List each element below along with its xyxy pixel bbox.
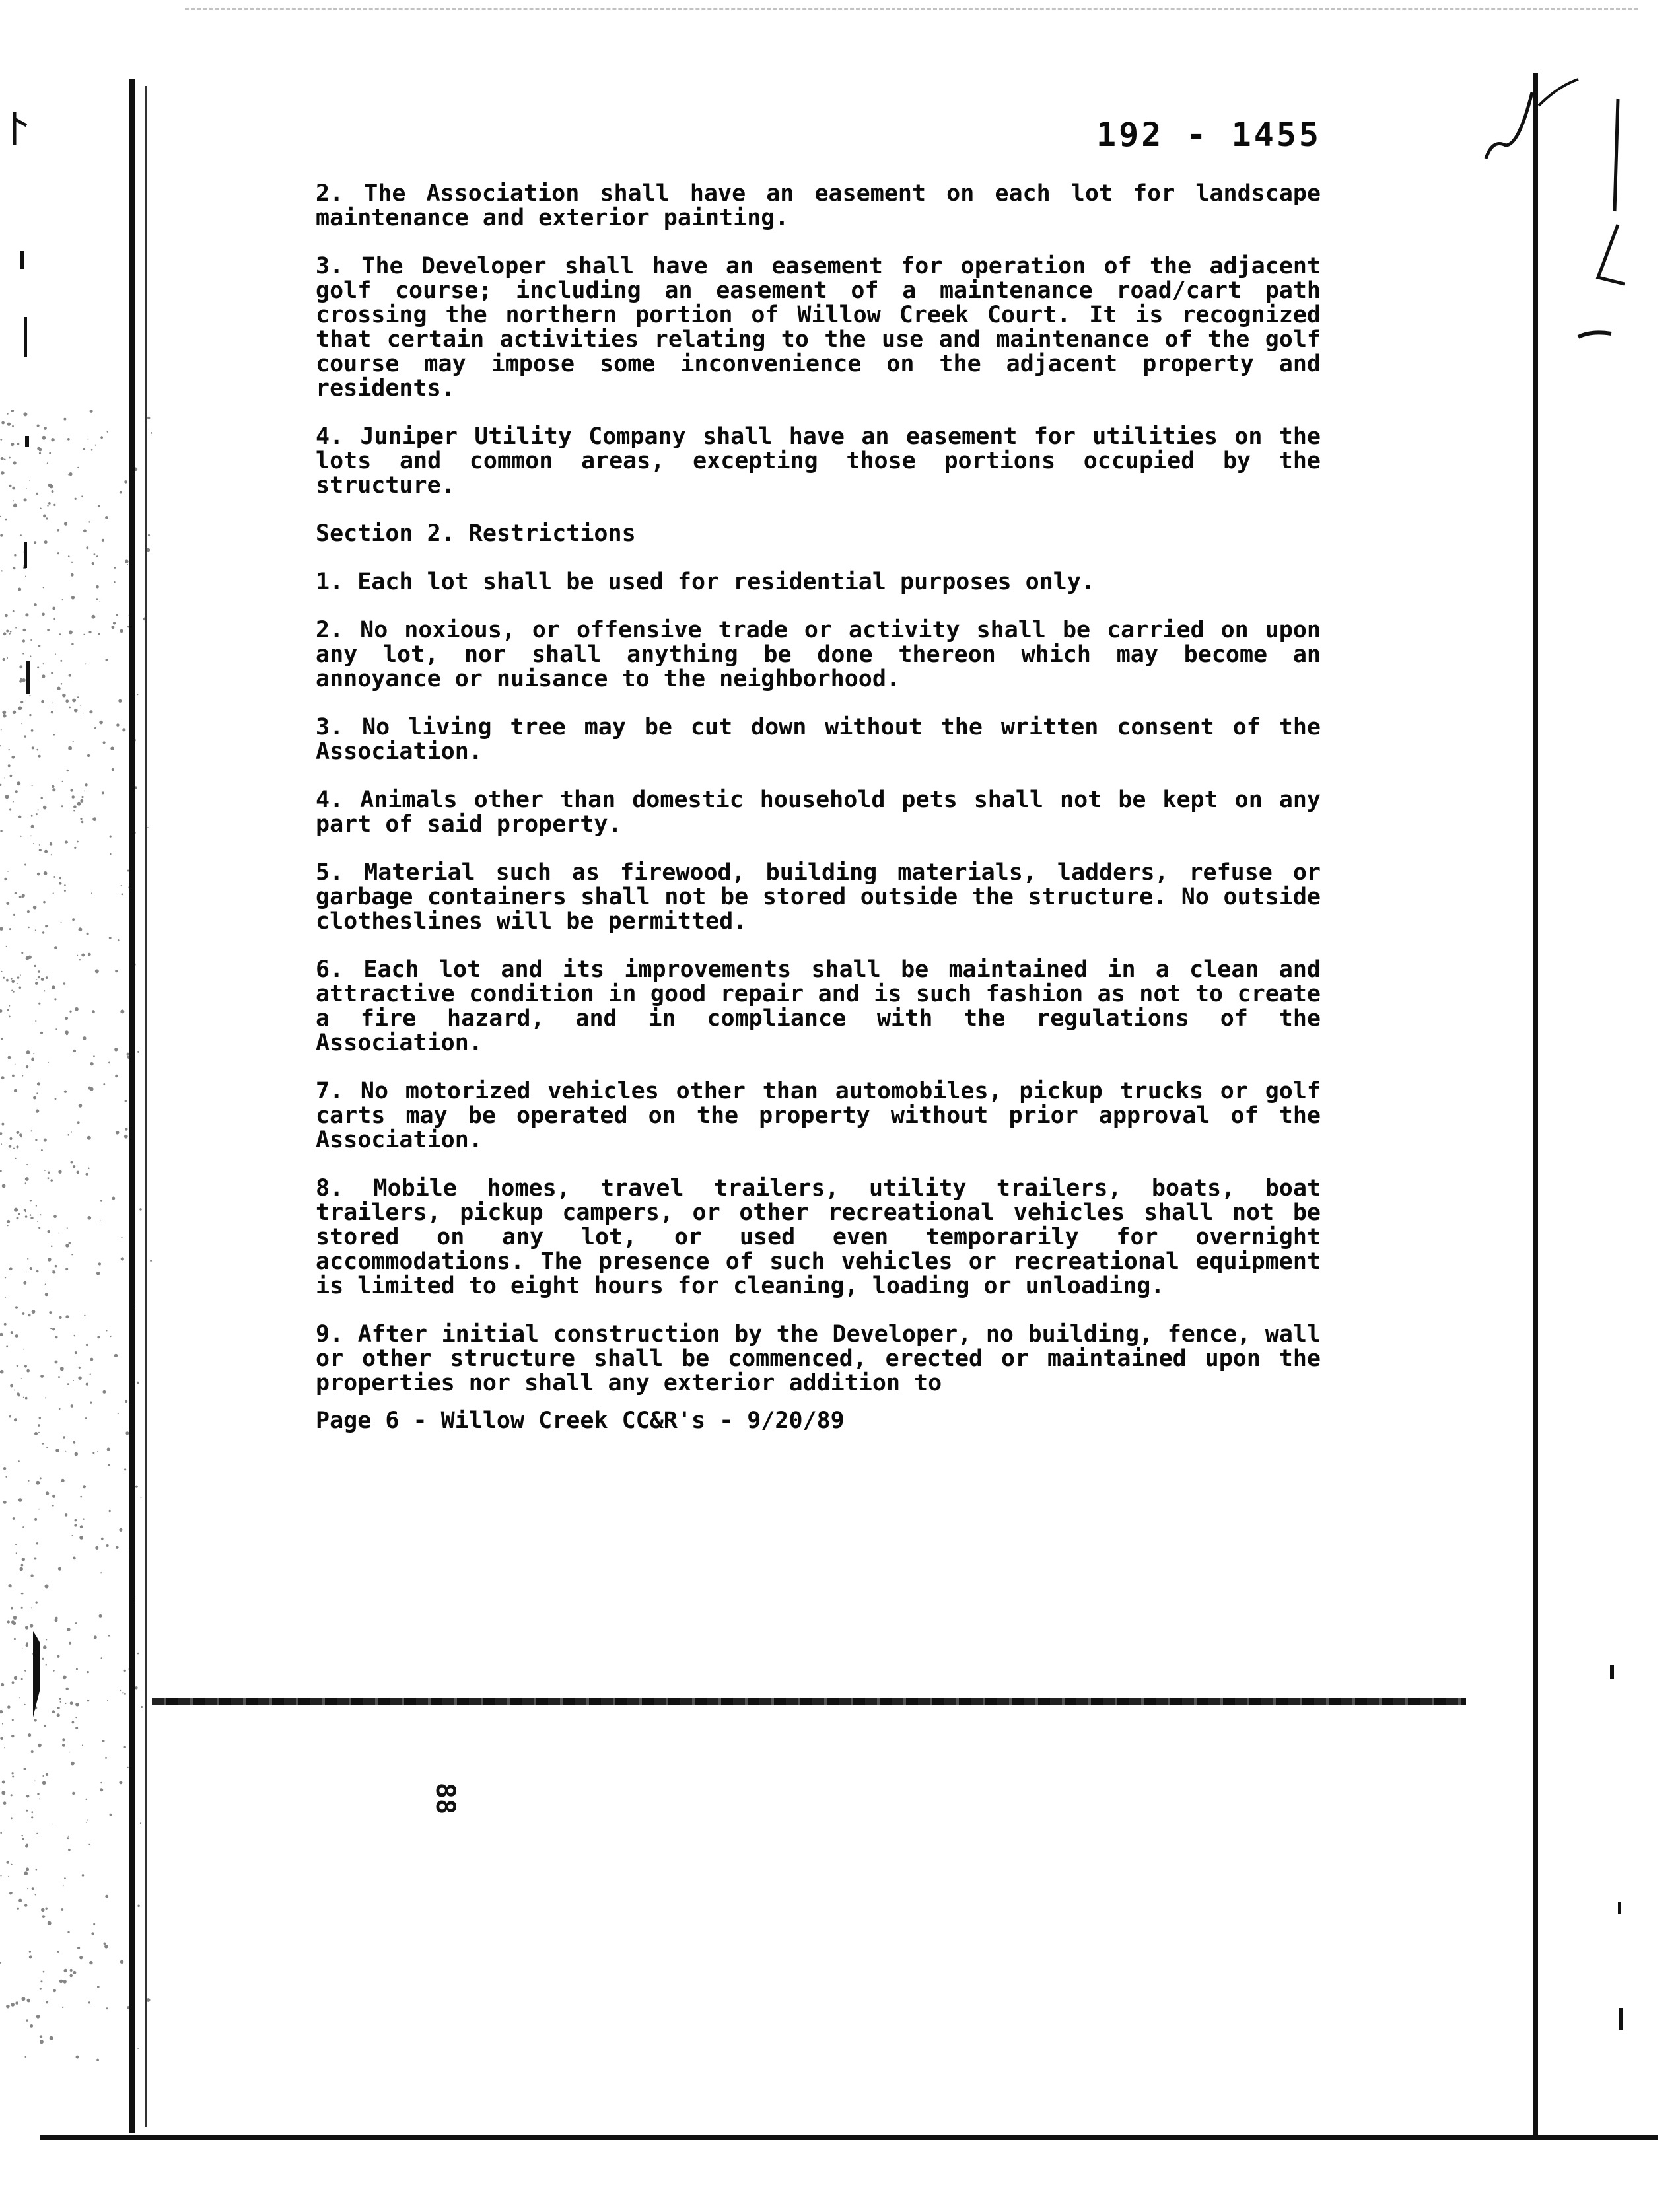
page-footer: Page 6 - Willow Creek CC&R's - 9/20/89 xyxy=(316,1408,845,1434)
easement-paragraph: 2. The Association shall have an easement on each lot for landscape maintenance and exterior painting. xyxy=(316,180,1321,231)
horizontal-scan-rule xyxy=(152,1698,1466,1705)
easement-paragraph: 3. The Developer shall have an easement for operation of the adjacent golf course; including an easement of a maintenance road/cart path crossing the northern portion of Willow Creek Court. It is recognized that certain activities relating to the use and maintenance of the golf course may impose some inconvenience on the adjacent property and residents. xyxy=(316,253,1321,402)
restriction-item: 7. No motorized vehicles other than automobiles, pickup trucks or golf carts may be operated on the property without prior approval of the Association. xyxy=(316,1078,1321,1153)
easement-paragraph: 4. Juniper Utility Company shall have an easement for utilities on the lots and common areas, excepting those portions occupied by the structure. xyxy=(316,423,1321,499)
restriction-item: 2. No noxious, or offensive trade or activity shall be carried on upon any lot, nor shall anything be done thereon which may become an annoyance or nuisance to the neighborhood. xyxy=(316,617,1321,692)
restriction-item: 3. No living tree may be cut down without the written consent of the Association. xyxy=(316,714,1321,765)
bottom-scan-rule xyxy=(40,2135,1658,2140)
restriction-item: 5. Material such as firewood, building materials, ladders, refuse or garbage containers shall not be stored outside the structure. No outside clotheslines will be permitted. xyxy=(316,859,1321,935)
restriction-item: 1. Each lot shall be used for residential purposes only. xyxy=(316,569,1096,595)
left-margin-ticks xyxy=(0,92,40,1810)
top-scan-dashes xyxy=(185,8,1638,12)
section-heading: Section 2. Restrictions xyxy=(316,520,636,547)
margin-handwritten-mark: 88 xyxy=(430,1782,461,1815)
right-margin-scan-marks xyxy=(1479,66,1651,2114)
restriction-item: 4. Animals other than domestic household pets shall not be kept on any part of said property. xyxy=(316,787,1321,838)
left-inner-rule xyxy=(145,86,147,2127)
restriction-item: 6. Each lot and its improvements shall be maintained in a clean and attractive condition in good repair and is such fashion as not to create a fire hazard, and in compliance with the regulations of the Association. xyxy=(316,956,1321,1056)
page-number: 192 - 1455 xyxy=(1096,116,1322,154)
document-body xyxy=(316,182,1321,1456)
left-binding-rule xyxy=(129,79,135,2133)
restriction-item: 8. Mobile homes, travel trailers, utility trailers, boats, boat trailers, pickup campers, or other recreational vehicles shall not be stored on any lot, or used even temporarily for overnight accommodations. The presence of such vehicles or recreational equipment is limited to eight hours for cleaning, loading or unloading. xyxy=(316,1175,1321,1299)
restriction-item: 9. After initial construction by the Developer, no building, fence, wall or other structure shall be commenced, erected or maintained upon the properties nor shall any exterior addition to xyxy=(316,1321,1321,1396)
